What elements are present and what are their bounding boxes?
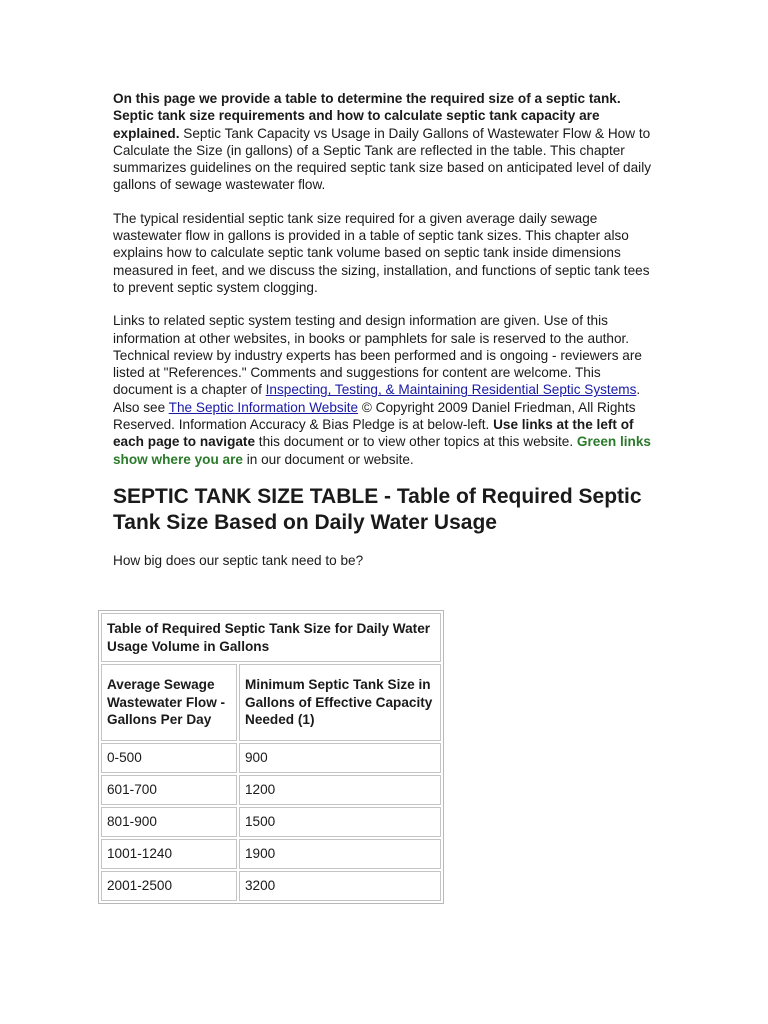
flow-cell: 1001-1240 — [101, 839, 237, 869]
table-row — [101, 871, 441, 901]
intro-paragraph-1 — [113, 90, 658, 194]
link-inspecting-testing[interactable]: Inspecting, Testing, & Maintaining Residential Septic Systems — [265, 382, 637, 398]
flow-cell: 2001-2500 — [101, 871, 237, 901]
tank-size-cell: 1500 — [239, 807, 441, 837]
question-text: How big does our septic tank need to be? — [113, 552, 364, 568]
tank-size-cell: 900 — [239, 743, 441, 773]
green-links-note: Green links show where you are — [113, 434, 651, 467]
septic-size-table-wrapper — [98, 610, 444, 904]
tank-size-cell: 1900 — [239, 839, 441, 869]
table-row — [101, 743, 441, 773]
intro-bold-lead: On this page we provide a table to determine the required size of a septic tank. Septic tank size requirements and how to calculate septic tank capacity are explained. — [113, 91, 621, 141]
flow-cell: 0-500 — [101, 743, 237, 773]
table-caption-row — [101, 613, 441, 662]
intro-text: . Also see — [113, 382, 641, 415]
table-row — [101, 839, 441, 869]
tank-size-cell: 1200 — [239, 775, 441, 805]
flow-cell: 801-900 — [101, 807, 237, 837]
septic-size-table — [98, 610, 444, 904]
flow-cell: 601-700 — [101, 775, 237, 805]
intro-text: Septic Tank Capacity vs Usage in Daily Gallons of Wastewater Flow & How to Calculate the Size (in gallons) of a Septic Tank are reflected in the table. This chapter summarizes guidelines on the required septic tank size based on anticipated level of daily gallons of sewage wastewater flow. — [113, 125, 652, 193]
table-row — [101, 775, 441, 805]
intro-paragraph-2: The typical residential septic tank size required for a given average daily sewage wastewater flow in gallons is provided in a table of septic tank sizes. This chapter also explains how to calculate septic tank volume based on septic tank inside dimensions measured in feet, and we discuss the sizing, installation, and functions of septic tank tees to prevent septic system clogging. — [113, 210, 650, 295]
intro-text: in our document or website. — [242, 451, 414, 467]
column-header-flow: Average Sewage Wastewater Flow - Gallons Per Day — [101, 664, 237, 741]
column-header-tank-size: Minimum Septic Tank Size in Gallons of Effective Capacity Needed (1) — [239, 664, 441, 741]
navigate-instruction: Use links at the left of each page to navigate — [113, 417, 634, 450]
page-title: SEPTIC TANK SIZE TABLE - Table of Required Septic Tank Size Based on Daily Water Usage — [113, 484, 642, 535]
table-row — [101, 807, 441, 837]
intro-text: © Copyright 2009 Daniel Friedman, All Rights Reserved. Information Accuracy & Bias Pledge is at below-left. — [113, 399, 636, 433]
table-caption: Table of Required Septic Tank Size for Daily Water Usage Volume in Gallons — [101, 613, 441, 662]
tank-size-cell: 3200 — [239, 871, 441, 901]
intro-text: Links to related septic system testing and design information are given. Use of this information at other websites, in books or pamphlets for sale is reserved to the author. Technical review by industry experts has been performed and is ongoing - reviewers are listed at "References." Comments and suggestions for content are welcome. This document is a chapter of — [113, 313, 642, 398]
table-header-row — [101, 664, 441, 741]
link-septic-information-website[interactable]: The Septic Information Website — [168, 399, 359, 415]
intro-text: this document or to view other topics at this website. — [255, 434, 577, 450]
article-body — [113, 90, 658, 569]
intro-paragraph-3 — [113, 312, 658, 468]
